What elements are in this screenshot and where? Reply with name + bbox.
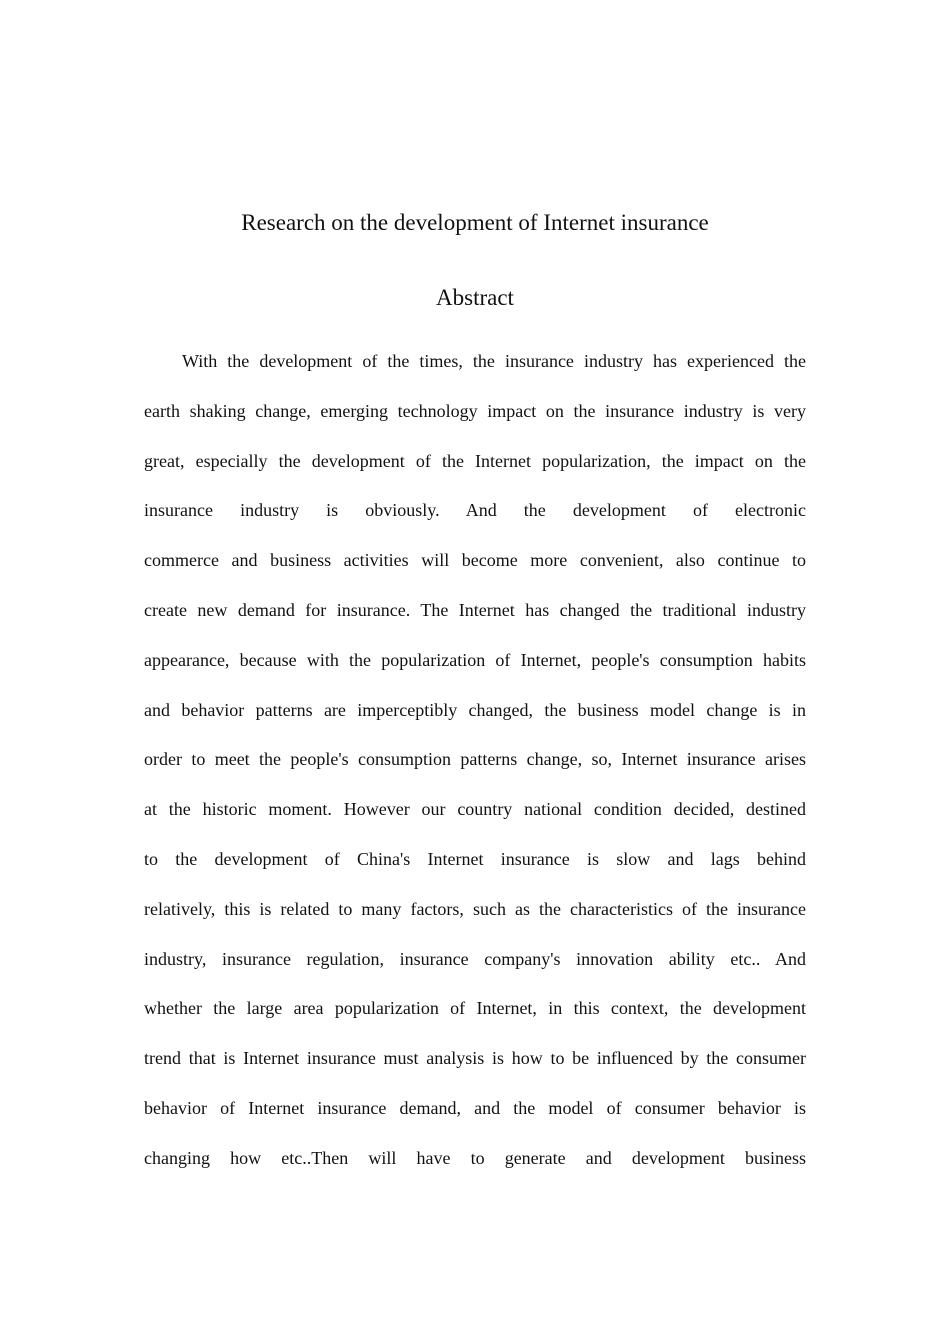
abstract-line: earth shaking change, emerging technology impact on the insurance industry is very bbox=[144, 400, 806, 421]
abstract-line: whether the large area popularization of Internet, in this context, the development bbox=[144, 998, 806, 1019]
abstract-heading: Abstract bbox=[436, 285, 514, 310]
paper-title: Research on the development of Internet insurance bbox=[241, 210, 709, 235]
abstract-line: commerce and business activities will become more convenient, also continue to bbox=[144, 550, 806, 571]
abstract-line: great, especially the development of the Internet popularization, the impact on the bbox=[144, 450, 806, 471]
abstract-line: and behavior patterns are imperceptibly changed, the business model change is in bbox=[144, 699, 806, 720]
abstract-line: create new demand for insurance. The Internet has changed the traditional industry bbox=[144, 599, 806, 620]
abstract-line: industry, insurance regulation, insurance company's innovation ability etc.. And bbox=[144, 948, 806, 969]
abstract-line: changing how etc..Then will have to generate and development business bbox=[144, 1147, 806, 1168]
abstract-line: insurance industry is obviously. And the development of electronic bbox=[144, 500, 806, 521]
abstract-line: to the development of China's Internet insurance is slow and lags behind bbox=[144, 848, 806, 869]
abstract-line: order to meet the people's consumption patterns change, so, Internet insurance arises bbox=[144, 749, 806, 770]
abstract-body bbox=[144, 346, 806, 1193]
abstract-line: With the development of the times, the insurance industry has experienced the bbox=[182, 351, 806, 371]
abstract-line: behavior of Internet insurance demand, and the model of consumer behavior is bbox=[144, 1097, 806, 1118]
abstract-line: trend that is Internet insurance must analysis is how to be influenced by the consumer bbox=[144, 1048, 806, 1069]
abstract-line: at the historic moment. However our country national condition decided, destined bbox=[144, 799, 806, 820]
abstract-line: appearance, because with the popularization of Internet, people's consumption habits bbox=[144, 649, 806, 670]
abstract-line: relatively, this is related to many factors, such as the characteristics of the insurance bbox=[144, 898, 806, 919]
